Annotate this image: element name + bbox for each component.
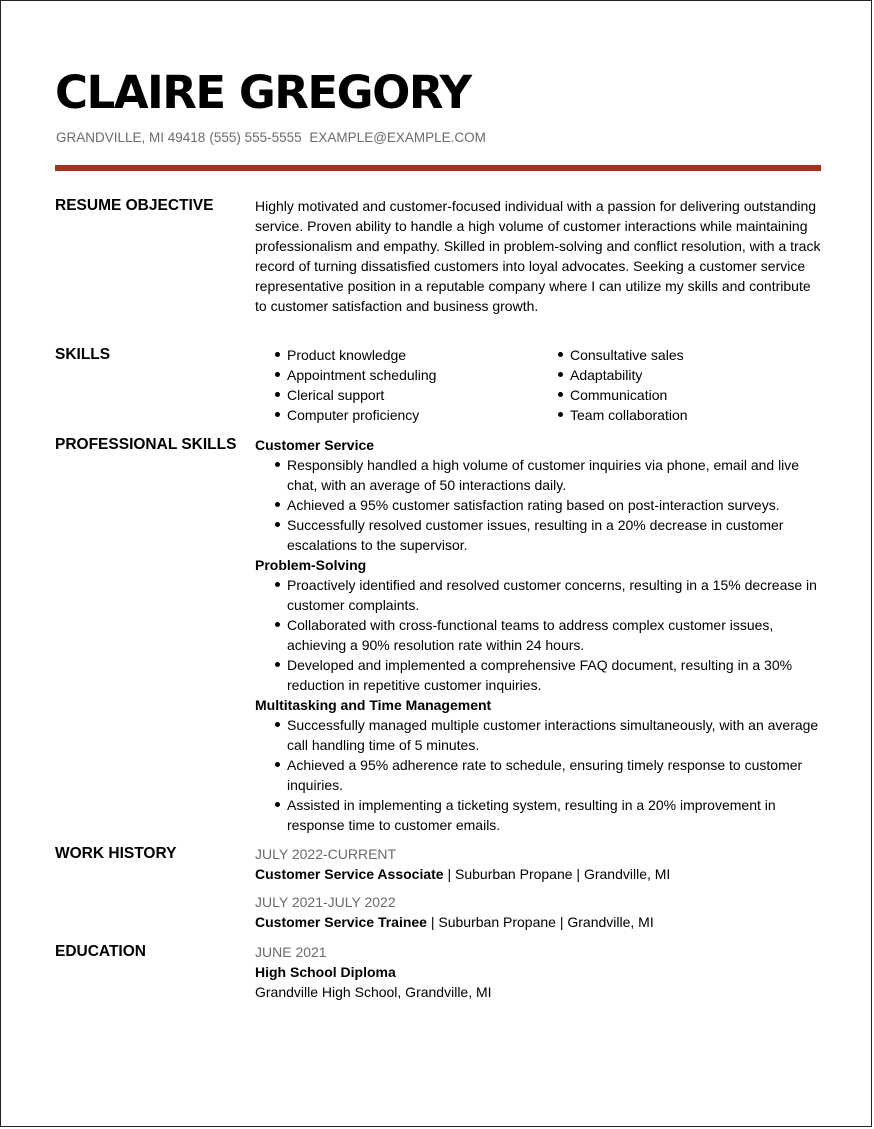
list-item: Proactively identified and resolved customer concerns, resulting in a 15% decrease in customer complaints. — [255, 575, 825, 615]
education-school: Grandville High School, Grandville, MI — [255, 984, 492, 1000]
skill-group-title: Customer Service — [255, 437, 375, 453]
skill-group-list — [255, 455, 825, 555]
education-date: JUNE 2021 — [255, 944, 327, 960]
list-item: Clerical support — [255, 385, 538, 405]
list-item: Product knowledge — [255, 345, 538, 365]
job-line — [255, 912, 825, 932]
list-item: Successfully managed multiple customer interactions simultaneously, with an average call handling time of 5 minutes. — [255, 715, 825, 755]
list-item: Adaptability — [538, 365, 821, 385]
job-entry — [255, 844, 825, 884]
skills-list-right — [538, 345, 821, 425]
section-label-professional-skills: PROFESSIONAL SKILLS — [55, 436, 237, 453]
list-item: Team collaboration — [538, 405, 821, 425]
list-item: Appointment scheduling — [255, 365, 538, 385]
candidate-name: CLAIRE GREGORY — [55, 66, 471, 119]
job-dates: JULY 2022-CURRENT — [255, 846, 397, 862]
skill-group-list — [255, 715, 825, 835]
skill-group-title: Multitasking and Time Management — [255, 697, 492, 713]
section-label-work-history: WORK HISTORY — [55, 845, 177, 862]
section-label-skills: SKILLS — [55, 346, 111, 363]
list-item: Developed and implemented a comprehensive FAQ document, resulting in a 30% reduction in repetitive customer inquiries. — [255, 655, 825, 695]
job-line — [255, 864, 825, 884]
list-item: Responsibly handled a high volume of customer inquiries via phone, email and live chat, with an average of 50 interactions daily. — [255, 455, 825, 495]
list-item: Achieved a 95% adherence rate to schedule, ensuring timely response to customer inquiries. — [255, 755, 825, 795]
skill-group-title: Problem-Solving — [255, 557, 367, 573]
contact-location: GRANDVILLE, MI 49418 — [56, 130, 206, 145]
contact-line — [56, 130, 486, 145]
list-item: Communication — [538, 385, 821, 405]
list-item: Computer proficiency — [255, 405, 538, 425]
education-degree: High School Diploma — [255, 964, 396, 980]
list-item: Achieved a 95% customer satisfaction rating based on post-interaction surveys. — [255, 495, 825, 515]
job-details: | Suburban Propane | Grandville, MI — [443, 866, 671, 882]
objective-text: Highly motivated and customer-focused individual with a passion for delivering outstanding service. Proven ability to handle a high volume of customer interactions while maintaining professionalism and empathy. Skilled in problem-solving and conflict resolution, with a track record of turning dissatisfied customers into loyal advocates. Seeking a customer service representative position in a reputable company where I can utilize my skills and contribute to customer satisfaction and business growth. — [255, 198, 821, 314]
job-title: Customer Service Trainee — [255, 914, 427, 930]
job-details: | Suburban Propane | Grandville, MI — [426, 914, 654, 930]
list-item: Collaborated with cross-functional teams to address complex customer issues, achieving a 90% resolution rate within 24 hours. — [255, 615, 825, 655]
contact-phone: (555) 555-5555 — [209, 130, 302, 145]
list-item: Successfully resolved customer issues, resulting in a 20% decrease in customer escalations to the supervisor. — [255, 515, 825, 555]
section-label-objective: RESUME OBJECTIVE — [55, 197, 214, 214]
skills-list-left — [255, 345, 538, 425]
skills-grid — [255, 345, 825, 425]
contact-email: EXAMPLE@EXAMPLE.COM — [309, 130, 486, 145]
section-label-education: EDUCATION — [55, 943, 146, 960]
accent-divider — [55, 165, 821, 171]
list-item: Consultative sales — [538, 345, 821, 365]
job-entry — [255, 892, 825, 932]
list-item: Assisted in implementing a ticketing system, resulting in a 20% improvement in response time to customer emails. — [255, 795, 825, 835]
job-title: Customer Service Associate — [255, 866, 444, 882]
skill-group-list — [255, 575, 825, 695]
job-dates: JULY 2021-JULY 2022 — [255, 894, 396, 910]
